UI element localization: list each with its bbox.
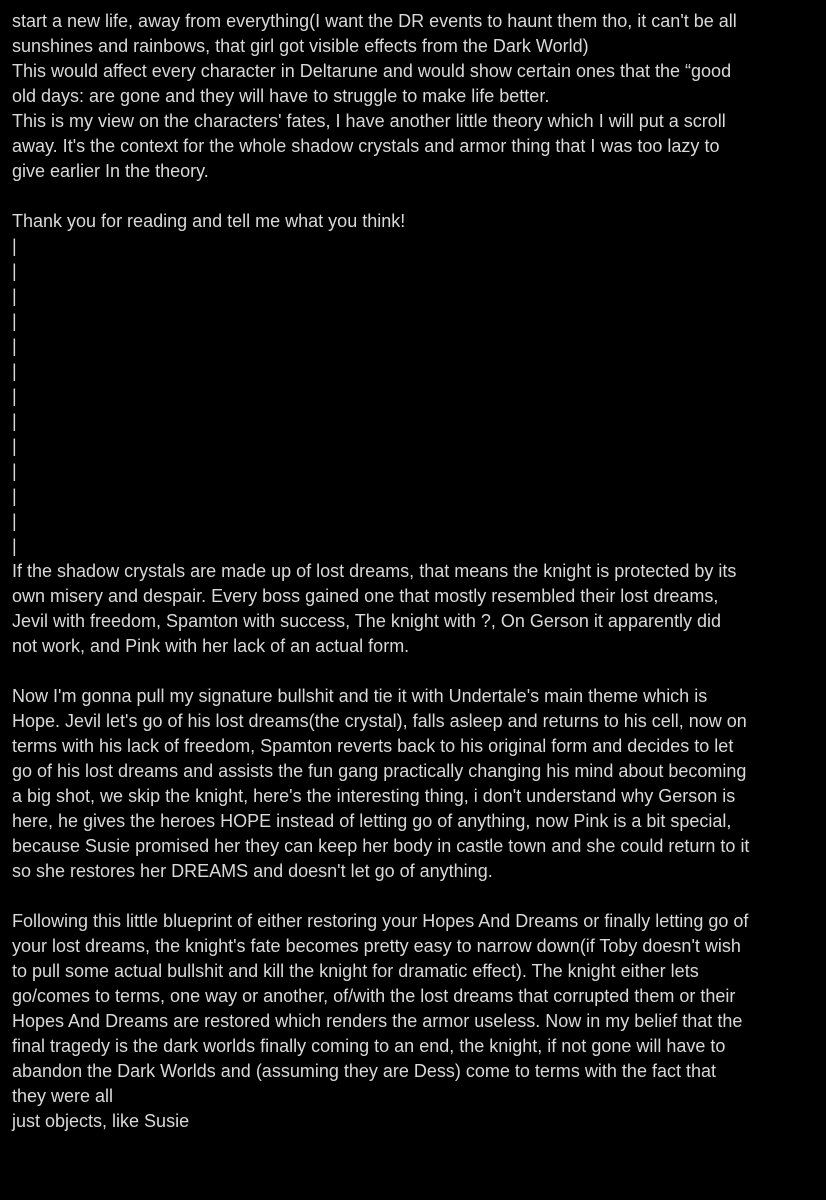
spacer-bar: | [12, 511, 17, 531]
text-line: they were all [12, 1086, 114, 1106]
spacer-bar: | [12, 336, 17, 356]
scroll-spacer [12, 234, 826, 559]
text-line: Hope. Jevil let's go of his lost dreams(the crystal), falls asleep and returns to his cell, now on [12, 711, 747, 731]
text-line: terms with his lack of freedom, Spamton reverts back to his original form and decides to let [12, 736, 734, 756]
spacer-bar: | [12, 411, 17, 431]
text-line: to pull some actual bullshit and kill the knight for dramatic effect). The knight either lets [12, 961, 699, 981]
paragraph-thanks [12, 209, 826, 234]
spacer-bar: | [12, 436, 17, 456]
text-line: old days: are gone and they will have to struggle to make life better. [12, 86, 550, 106]
blank-line [12, 884, 826, 909]
text-line: away. It's the context for the whole shadow crystals and armor thing that I was too lazy to [12, 136, 720, 156]
spacer-bar: | [12, 236, 17, 256]
paragraph-knight-fate [12, 909, 826, 1134]
spacer-bar: | [12, 536, 17, 556]
text-line: final tragedy is the dark worlds finally coming to an end, the knight, if not gone will have to [12, 1036, 726, 1056]
text-line: a big shot, we skip the knight, here's the interesting thing, i don't understand why Gerson is [12, 786, 736, 806]
text-line: not work, and Pink with her lack of an actual form. [12, 636, 410, 656]
paragraph-shadow-crystals [12, 559, 826, 659]
blank-line [12, 659, 826, 684]
text-line: sunshines and rainbows, that girl got visible effects from the Dark World) [12, 36, 589, 56]
spacer-bar: | [12, 461, 17, 481]
text-line: your lost dreams, the knight's fate becomes pretty easy to narrow down(if Toby doesn't wish [12, 936, 741, 956]
text-line: Hopes And Dreams are restored which renders the armor useless. Now in my belief that the [12, 1011, 743, 1031]
text-line: just objects, like Susie [12, 1111, 190, 1131]
text-line: here, he gives the heroes HOPE instead of letting go of anything, now Pink is a bit special, [12, 811, 732, 831]
text-line: If the shadow crystals are made up of lost dreams, that means the knight is protected by its [12, 561, 737, 581]
text-line: go of his lost dreams and assists the fun gang practically changing his mind about becoming [12, 761, 747, 781]
text-line: This would affect every character in Deltarune and would show certain ones that the “good [12, 61, 732, 81]
text-line: own misery and despair. Every boss gained one that mostly resembled their lost dreams, [12, 586, 719, 606]
text-line: go/comes to terms, one way or another, of/with the lost dreams that corrupted them or their [12, 986, 736, 1006]
paragraph-intro [12, 9, 826, 184]
spacer-bar: | [12, 386, 17, 406]
blank-line [12, 184, 826, 209]
text-line: Now I'm gonna pull my signature bullshit and tie it with Undertale's main theme which is [12, 686, 708, 706]
spacer-bar: | [12, 286, 17, 306]
text-line: Following this little blueprint of either restoring your Hopes And Dreams or finally letting go of [12, 911, 749, 931]
text-line: abandon the Dark Worlds and (assuming they are Dess) come to terms with the fact that [12, 1061, 716, 1081]
paragraph-hope-theme [12, 684, 826, 884]
text-line: Thank you for reading and tell me what you think! [12, 211, 406, 231]
text-line: give earlier In the theory. [12, 161, 209, 181]
spacer-bar: | [12, 261, 17, 281]
text-line: because Susie promised her they can keep her body in castle town and she could return to it [12, 836, 750, 856]
text-line: Jevil with freedom, Spamton with success, The knight with ?, On Gerson it apparently did [12, 611, 722, 631]
text-line: start a new life, away from everything(I want the DR events to haunt them tho, it can't be all [12, 11, 737, 31]
spacer-bar: | [12, 361, 17, 381]
spacer-bar: | [12, 486, 17, 506]
text-line: so she restores her DREAMS and doesn't let go of anything. [12, 861, 493, 881]
spacer-bar: | [12, 311, 17, 331]
text-line: This is my view on the characters' fates, I have another little theory which I will put a scroll [12, 111, 726, 131]
